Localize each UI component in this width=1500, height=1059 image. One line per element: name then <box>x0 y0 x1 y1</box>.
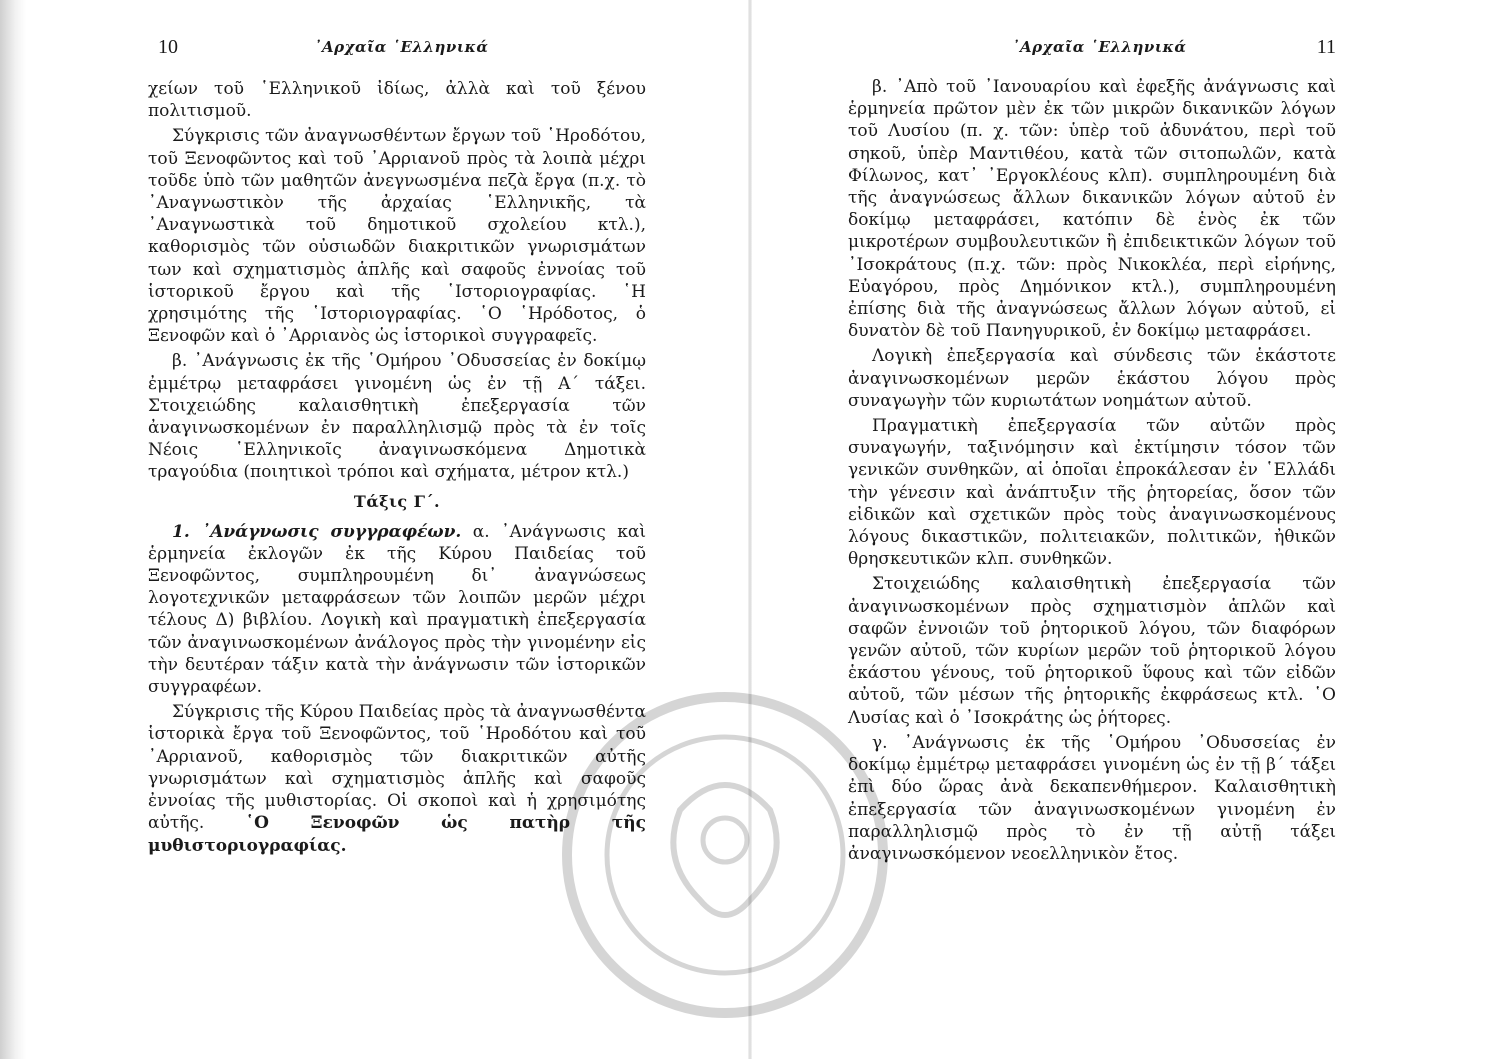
paragraph: Σύγκρισις τῶν ἀναγνωσθέντων ἔργων τοῦ ῾Ηροδότου, τοῦ Ξενοφῶντος καὶ τοῦ ᾿Αρριανοῦ πρὸς τὰ λοιπὰ μέχρι τοῦδε ὑπὸ τῶν μαθητῶν ἀνεγνωσμένα πεζὰ ἔργα (π.χ. τὸ ᾿Αναγνωστικὸν τῆς ἀρχαίας ῾Ελληνικῆς, τὰ ᾿Αναγνωστικὰ τοῦ δημοτικοῦ σχολείου κτλ.), καθορισμὸς τῶν οὐσιωδῶν διακριτικῶν γνωρισμάτων των καὶ σχηματισμὸς ἁπλῆς καὶ σαφοῦς ἐννοίας τοῦ ἱστορικοῦ ἔργου καὶ τῆς ῾Ιστοριογραφίας. ῾Η χρησιμότης τῆς ῾Ιστοριογραφίας. ῾Ο ῾Ηρόδοτος, ὁ Ξενοφῶν καὶ ὁ ᾿Αρριανὸς ὡς ἱστορικοὶ συγγραφεῖς. <box>148 126 646 347</box>
stamp-emblem-head <box>703 818 747 862</box>
right-running-title: ᾿Αρχαῖα ῾Ελληνικά <box>1012 38 1187 56</box>
subsection-label: 1. ᾿Ανάγνωσις συγγραφέων. <box>172 521 462 542</box>
page-edge-shadow <box>0 0 26 1059</box>
right-page-header <box>848 36 1336 60</box>
right-page-number: 11 <box>1316 36 1336 58</box>
paragraph: β. ᾿Απὸ τοῦ ᾿Ιανουαρίου καὶ ἐφεξῆς ἀνάγνωσις καὶ ἑρμηνεία πρῶτον μὲν ἐκ τῶν μικρῶν δικανικῶν λόγων τοῦ Λυσίου (π. χ. τῶν: ὑπὲρ τοῦ ἀδυνάτου, περὶ τοῦ σηκοῦ, ὑπὲρ Μαντιθέου, κατὰ τῶν σιτοπωλῶν, κατὰ Φίλωνος, κατ᾿ ᾿Εργοκλέους κλπ). συμπληρουμένη διὰ τῆς ἀναγνώσεως ἄλλων δικανικῶν λόγων αὐτοῦ ἐν δοκίμῳ μεταφράσει, κατόπιν δὲ ἑνὸς ἐκ τῶν μικροτέρων συμβουλευτικῶν ἢ ἐπιδεικτικῶν λόγων τοῦ ᾿Ισοκράτους (π.χ. τῶν: πρὸς Νικοκλέα, περὶ εἰρήνης, Εὐαγόρου, πρὸς Δημόνικον κτλ.), συμπληρουμένη ἐπίσης διὰ τῆς ἀναγνώσεως ἄλλων λόγων αὐτοῦ, εἰ δυνατὸν δὲ τοῦ Πανηγυρικοῦ, ἐν δοκίμῳ μεταφράσει. <box>848 77 1336 342</box>
paragraph <box>148 701 646 856</box>
section-heading: Τάξις Γ΄. <box>353 491 441 511</box>
left-page-number: 10 <box>158 36 178 58</box>
subsection-paragraph <box>148 521 646 699</box>
paragraph-text: Σύγκρισις τῆς Κύρου Παιδείας πρὸς τὰ ἀναγνωσθέντα ἱστορικὰ ἔργα τοῦ Ξενοφῶντος, τοῦ ῾Ηροδότου καὶ τοῦ ᾿Αρριανοῦ, καθορισμὸς τῶν διακριτικῶν αὐτῆς γνωρισμάτων καὶ σχηματισμὸς ἁπλῆς καὶ σαφοῦς ἐννοίας τῆς μυθιστορίας. Οἱ σκοποὶ καὶ ἡ χρησιμότης αὐτῆς. <box>148 702 646 834</box>
paragraph: Στοιχειώδης καλαισθητικὴ ἐπεξεργασία τῶν ἀναγινωσκομένων πρὸς σχηματισμὸν ἁπλῶν καὶ σαφῶν ἐννοιῶν τοῦ ῥητορικοῦ λόγου, τῶν διαφόρων γενῶν αὐτοῦ, τῶν κυρίων μερῶν τοῦ ῥητορικοῦ λόγου ἑκάστου γένους, τοῦ ῥητορικοῦ ὕφους καὶ τῶν εἰδῶν αὐτοῦ, τῶν μέσων τῆς ῥητορικῆς ἐκφράσεως κτλ. ῾Ο Λυσίας καὶ ὁ ᾿Ισοκράτης ὡς ῥήτορες. <box>848 574 1336 728</box>
paragraph: β. ᾿Ανάγνωσις ἐκ τῆς ῾Ομήρου ᾿Οδυσσείας ἐν δοκίμῳ ἐμμέτρῳ μεταφράσει γινομένη ὡς ἐν τῇ Α΄ τάξει. Στοιχειώδης καλαισθητικὴ ἐπεξεργασία τῶν ἀναγινωσκομένων ἐν παραλληλισμῷ πρὸς τὰ ἐν τοῖς Νέοις ῾Ελληνικοῖς ἀναγινωσκόμενα Δημοτικὰ τραγούδια (ποιητικοὶ τρόποι καὶ σχήματα, μέτρον κτλ.) <box>148 351 646 483</box>
right-page-body <box>848 76 1336 868</box>
paragraph: Πραγματικὴ ἐπεξεργασία τῶν αὐτῶν πρὸς συναγωγήν, ταξινόμησιν καὶ ἐκτίμησιν τόσον τῶν γενικῶν συνθηκῶν, αἱ ὁποῖαι ἐπροκάλεσαν ἐν ῾Ελλάδι τὴν γένεσιν καὶ ἀνάπτυξιν τῆς ῥητορείας, ὅσον τῶν εἰδικῶν καὶ σχετικῶν πρὸς τοὺς ἀναγινωσκομένους λόγους δικαστικῶν, πολιτειακῶν, πολιτικῶν, ἠθικῶν θρησκευτικῶν κλπ. συνθηκῶν. <box>848 416 1336 570</box>
right-page <box>848 0 1336 1059</box>
paragraph: χείων τοῦ ῾Ελληνικοῦ ἰδίως, ἀλλὰ καὶ τοῦ ξένου πολιτισμοῦ. <box>148 79 646 122</box>
paragraph: Λογικὴ ἐπεξεργασία καὶ σύνδεσις τῶν ἑκάστοτε ἀναγινωσκομένων μερῶν ἑκάστου λόγου πρὸς συναγωγὴν τῶν κυριωτάτων νοημάτων αὐτοῦ. <box>848 346 1336 411</box>
left-page-header <box>138 36 658 60</box>
book-gutter <box>748 0 752 1059</box>
paragraph-bold-text: ῾Ο Ξενοφῶν ὡς πατὴρ τῆς μυθιστοριογραφίας. <box>148 813 647 856</box>
paragraph: γ. ᾿Ανάγνωσις ἐκ τῆς ῾Ομήρου ᾿Οδυσσείας ἐν δοκίμῳ ἐμμέτρῳ μεταφράσει γινομένη ὡς ἐν τῇ β΄ τάξει ἐπὶ δύο ὥρας ἀνὰ δεκαπενθήμερον. Καλαισθητικὴ ἐπεξεργασία τῶν ἀναγινωσκομένων γινομένη ἐν παραλληλισμῷ πρὸς τὸ ἐν τῇ αὐτῇ τάξει ἀναγινωσκόμενον νεοελληνικὸν ἔτος. <box>848 732 1336 864</box>
subsection-text: α. ᾿Ανάγνωσις καὶ ἑρμηνεία ἐκλογῶν ἐκ τῆς Κύρου Παιδείας τοῦ Ξενοφῶντος, συμπληρουμένη δι᾿ ἀναγνώσεως λογοτεχνικῶν μεταφράσεων τῶν λοιπῶν μερῶν μέχρι τέλους Δ) βιβλίου. Λογικὴ καὶ πραγματικὴ ἐπεξεργασία τῶν ἀναγινωσκομένων ἀνάλογος πρὸς τὴν γινομένην εἰς τὴν δευτέραν τάξιν κατὰ τὴν ἀνάγνωσιν τῶν ἱστορικῶν συγγραφέων. <box>148 521 647 698</box>
left-running-title: ᾿Αρχαῖα ῾Ελληνικά <box>314 38 489 56</box>
left-page-body <box>148 78 646 860</box>
left-page <box>138 0 658 1059</box>
stamp-emblem <box>673 785 776 915</box>
